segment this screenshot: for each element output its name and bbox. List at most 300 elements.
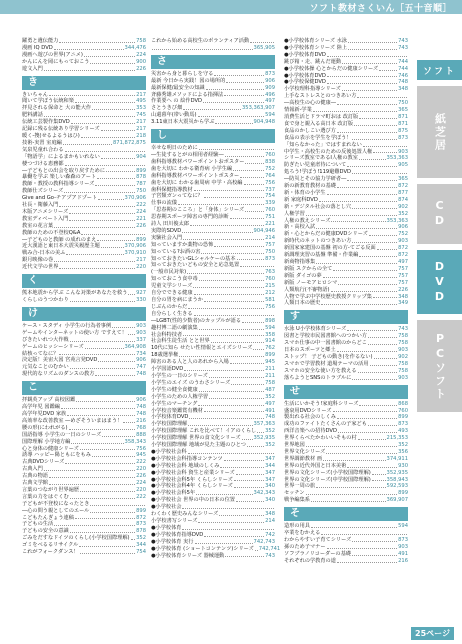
entry-page: 899 (265, 352, 275, 359)
entry-title: 造形の用具 (284, 523, 310, 530)
leader-dots (373, 294, 397, 299)
entry-title: ●小学校社会科 資生と産業シリーズ (151, 469, 235, 476)
leader-dots (316, 483, 385, 488)
leader-dots (224, 456, 264, 461)
leader-dots (209, 394, 264, 399)
entry-title: 歯科保健指導教材 (151, 186, 193, 193)
entry-page: 487 (265, 386, 275, 393)
leader-dots (337, 100, 397, 105)
section-header: し (151, 129, 275, 143)
leader-dots (347, 463, 397, 468)
leader-dots (101, 243, 124, 248)
entry-title: 木版アニメシリーズ (22, 208, 69, 215)
entry-title: 新版 スクからの全て (284, 265, 333, 272)
leader-dots (337, 128, 397, 133)
entry-title: 教師のための不登校Q&A (22, 229, 81, 236)
leader-dots (44, 112, 135, 117)
leader-dots (201, 249, 264, 254)
entry-title: 遊文入門 (22, 65, 43, 72)
entry-title: 高効率な改善教室 ―めざそういまはまう！ (22, 417, 123, 424)
leader-dots (54, 257, 135, 262)
leader-dots (373, 149, 397, 154)
entry-page: 744 (398, 58, 408, 65)
entry-title: Give and Go-チアプアドプート (22, 195, 98, 202)
index-entry (151, 45, 275, 52)
leader-dots (70, 364, 135, 369)
entry-page: 211 (265, 366, 275, 373)
entry-page: 224 (136, 480, 146, 487)
leader-dots (348, 45, 397, 50)
entry-title: 銀月映像の巻 (22, 257, 54, 264)
leader-dots (85, 344, 124, 349)
entry-page: 220 (136, 466, 146, 473)
entry-page: 344,476 (124, 44, 146, 51)
leader-dots (368, 340, 397, 345)
entry-title: シリーズ教室であるI人権の教室 (284, 155, 358, 162)
leader-dots (92, 452, 135, 457)
leader-dots (225, 553, 264, 558)
index-entry (151, 366, 275, 373)
leader-dots (244, 180, 265, 185)
index-entry (284, 401, 408, 408)
entry-page: 914 (265, 338, 275, 345)
index-entry (22, 202, 146, 209)
entry-page: 768 (136, 424, 146, 431)
index-entry (22, 344, 146, 351)
entry-page: 365 (398, 176, 408, 183)
leader-dots (101, 154, 135, 159)
entry-page: 352 (398, 210, 408, 217)
index-entry (151, 159, 275, 166)
entry-page: 496 (265, 91, 275, 98)
entry-page: 215,353 (386, 435, 408, 442)
index-entry (284, 368, 408, 375)
index-entry (151, 78, 275, 85)
entry-title: ●小学校社会科 地域のしくみ (151, 462, 220, 469)
leader-dots (327, 79, 397, 84)
index-entry (284, 361, 408, 368)
leader-dots (224, 92, 264, 97)
entry-title: ごみをだすなドイツのくらし(小学校国際理解) (22, 535, 130, 542)
index-entry (151, 71, 275, 78)
entry-page: 374,911 (386, 455, 408, 462)
index-column-1 (22, 38, 146, 556)
entry-page: 347 (265, 476, 275, 483)
entry-page: 353,363 (386, 217, 408, 224)
leader-dots (204, 532, 264, 537)
entry-page: 743 (265, 552, 275, 559)
entry-title: ―防災とその協力学研者― (284, 176, 347, 183)
entry-page: 347 (265, 469, 275, 476)
tab-cd[interactable]: CD (417, 184, 462, 244)
entry-page: 747 (136, 364, 146, 371)
entry-title: 戦争編集系 (284, 497, 310, 504)
leader-dots (194, 290, 265, 295)
index-entry (22, 59, 146, 66)
leader-dots (128, 290, 135, 295)
entry-title: 小学校音楽鑑賞有機材 (151, 407, 203, 414)
index-entry (22, 371, 146, 378)
entry-page: 873 (398, 134, 408, 141)
entry-title: 近代文学の世界 (22, 264, 59, 271)
entry-title: それぞれの学教育の道 (284, 557, 336, 564)
leader-dots (231, 380, 264, 385)
leader-dots (245, 159, 264, 164)
entry-page: 340 (265, 497, 275, 504)
entry-title: ●小学校体育DVD (284, 72, 326, 79)
leader-dots (79, 542, 135, 547)
leader-dots (198, 112, 265, 117)
leader-dots (357, 93, 407, 98)
entry-title: 小学国語DVD (151, 366, 184, 373)
leader-dots (66, 250, 123, 255)
index-entry (151, 511, 275, 518)
index-entry (22, 487, 146, 494)
index-entry (284, 375, 408, 382)
entry-page: 224 (136, 208, 146, 215)
leader-dots (348, 38, 397, 43)
leader-dots (230, 359, 264, 364)
entry-title: 漫画 IQ DVD (22, 44, 53, 51)
leader-dots (188, 449, 274, 454)
index-entry (151, 297, 275, 304)
entry-title: 小学生のエイズ のうわさシリーズ (151, 379, 231, 386)
tab-dvd[interactable]: DVD (417, 250, 462, 314)
leader-dots (358, 368, 398, 373)
entry-page: 750 (136, 188, 146, 195)
leader-dots (215, 119, 252, 124)
index-entry (151, 249, 275, 256)
index-entry (284, 266, 408, 273)
leader-dots (352, 135, 397, 140)
entry-title: 成功のファイトたくさんの子家ども (284, 421, 367, 428)
entry-title: 人類航行(不審物語) (284, 286, 330, 293)
leader-dots (359, 401, 397, 406)
section-header: き (22, 76, 146, 90)
index-entry (284, 442, 408, 449)
entry-title: 小学生のマーチング (151, 400, 198, 407)
entry-title: ●小学校社会 世界の中の日本の位置 (151, 497, 235, 504)
leader-dots (327, 544, 398, 549)
entry-title: ●小学校体育 (151, 524, 182, 531)
entry-title: 小学生の健全食健康 (151, 386, 198, 393)
index-entry (22, 330, 146, 337)
leader-dots (236, 470, 264, 475)
leader-dots (199, 387, 264, 392)
leader-dots (338, 280, 397, 285)
entry-page: 758 (398, 333, 408, 340)
entry-page: 226 (136, 65, 146, 72)
index-entry (284, 211, 408, 218)
leader-dots (64, 188, 135, 193)
index-entry (284, 38, 408, 45)
index-entry (22, 216, 146, 223)
entry-page: 877 (398, 189, 408, 196)
entry-page: 349 (398, 300, 408, 307)
leader-dots (327, 52, 407, 57)
index-entry (284, 45, 408, 52)
entry-title: ●小学校体育シリーズ 器械運動 (151, 552, 225, 559)
index-entry (151, 311, 275, 318)
entry-page: 871,872,875 (112, 139, 146, 146)
entry-page: 344 (136, 542, 146, 549)
leader-dots (65, 459, 135, 464)
entry-page: 365 (398, 107, 408, 114)
leader-dots (337, 558, 397, 563)
page-number: 25ページ (411, 627, 454, 640)
index-entry (151, 242, 275, 249)
entry-page: 352 (265, 442, 275, 449)
leader-dots (59, 264, 135, 269)
entry-page: 748 (265, 414, 275, 421)
leader-dots (54, 223, 135, 228)
index-entry (22, 418, 146, 425)
index-entry (151, 166, 275, 173)
index-entry (151, 394, 275, 401)
entry-page: 353 (136, 105, 146, 112)
leader-dots (183, 332, 264, 337)
entry-title: 知っておきたいどもの安全と応急処置 (151, 262, 240, 269)
entry-page: 905 (398, 162, 408, 169)
index-entry (284, 183, 408, 190)
entry-page: 750 (265, 248, 275, 255)
entry-page: 214 (265, 234, 275, 241)
entry-page: 497 (265, 98, 275, 105)
entry-title: 知っておきたいGLシャルケーの基本 (151, 255, 236, 262)
index-entry (151, 235, 275, 242)
entry-title: 子宮類ガンってなに？ (151, 193, 203, 200)
index-entry (284, 449, 408, 456)
tab-soft[interactable]: ソフト (417, 60, 462, 80)
entry-title: 製出れる社会のしくみ (284, 414, 336, 421)
tab-pc-software[interactable]: PCソフト (417, 320, 462, 412)
index-entry (22, 549, 146, 556)
leader-dots (194, 187, 265, 192)
index-column-2 (151, 38, 281, 559)
section-header: す (284, 310, 408, 324)
entry-title: 元気なことのむかい (22, 364, 69, 371)
entry-title: 処ろう!学ぼう!119避難DVD (284, 169, 352, 176)
entry-page: 757 (398, 279, 408, 286)
entry-title: 世界地図 (284, 442, 305, 449)
index-entry (151, 539, 275, 546)
entry-title: ソフブラノリコーダーの基礎 (284, 550, 351, 557)
entry-page: 215 (265, 283, 275, 290)
leader-dots (54, 45, 124, 50)
index-entry (284, 259, 408, 266)
leader-dots (253, 345, 264, 350)
index-entry (284, 135, 408, 142)
leader-dots (242, 318, 264, 323)
leader-dots (75, 515, 135, 520)
entry-title: 新時代のネットのつきあい方 (284, 238, 352, 245)
entry-page: 754 (265, 193, 275, 200)
entry-title: 国語指導 小学生の一日のシリーズ (22, 431, 102, 438)
index-entry (151, 221, 275, 228)
entry-page: 752 (398, 231, 408, 238)
tab-kamishibai[interactable]: 紙芝居 (417, 86, 462, 178)
entry-page: 899 (136, 236, 146, 243)
entry-title: 災害から身と暮らしを守る (151, 70, 214, 77)
entry-title: 山還暮年(帯い動馬) (151, 112, 197, 119)
leader-dots (183, 235, 264, 240)
leader-dots (184, 366, 264, 371)
entry-title: 世界の文化シリーズ(小学校国際理解) (284, 469, 371, 476)
section-header: そ (284, 507, 408, 521)
entry-title: 社会科生徒生活 とと世界 (151, 338, 210, 345)
index-entry (284, 463, 408, 470)
leader-dots (237, 256, 265, 261)
entry-title: 「物語学」によるまかもいれない (22, 153, 100, 160)
index-entry (22, 264, 146, 271)
leader-dots (347, 162, 397, 167)
entry-title: 古典文学館 (22, 480, 48, 487)
leader-dots (112, 323, 135, 328)
entry-page: 742 (265, 531, 275, 538)
entry-title: 古典入門 (22, 466, 43, 473)
section-header: せ (284, 385, 408, 399)
entry-page: 497 (265, 400, 275, 407)
entry-title: 斉藤秀雄メソッドによる指揮法 (151, 91, 224, 98)
entry-title: ―LGBT(性的少数者)のカップルが語る (151, 317, 242, 324)
leader-dots (204, 297, 264, 302)
top-banner (0, 0, 462, 14)
entry-page: 871 (398, 113, 408, 120)
leader-dots (92, 105, 135, 110)
entry-title: 歯科指導教材パワーポイントおポスター (151, 158, 245, 165)
entry-title: ゲームのヒッシーシリーズ (22, 343, 84, 350)
index-entry (284, 176, 408, 183)
index-entry (151, 373, 275, 380)
leader-dots (233, 166, 264, 171)
entry-title: 知っていますか薬物の恐怖 (151, 241, 214, 248)
leader-dots (338, 428, 397, 433)
entry-page: 594 (398, 523, 408, 530)
entry-title: 水泳 U小学校体育シリーズ (284, 326, 347, 333)
entry-title: 実験社会入門 (151, 234, 183, 241)
entry-title: ケース・スタディ 小学生の行為者事例 (22, 322, 112, 329)
entry-title: ●小学校体育指導DVD (151, 531, 204, 538)
entry-page: 497 (398, 259, 408, 265)
index-entry (284, 197, 408, 204)
entry-title: 新調理実習の基盤 準備・作業編 (284, 252, 359, 259)
index-entry (284, 435, 408, 442)
entry-page: 873 (136, 521, 146, 528)
leader-dots (352, 375, 397, 380)
leader-dots (193, 283, 264, 288)
entry-page: 358,943 (386, 476, 408, 483)
entry-title: 高学年児 図鑑編 (22, 404, 60, 411)
leader-dots (198, 518, 264, 523)
entry-page: 906 (136, 357, 146, 364)
entry-page: 762 (265, 345, 275, 352)
entry-page: 224 (136, 51, 146, 58)
entry-title: かんにんを岡にもっておこう (22, 58, 90, 65)
leader-dots (67, 411, 135, 416)
entry-page: 871 (398, 120, 408, 127)
leader-dots (152, 45, 253, 50)
entry-page: 899 (398, 490, 408, 497)
leader-dots (214, 71, 264, 76)
leader-dots (206, 85, 264, 90)
entry-page: 903 (398, 347, 408, 354)
entry-page: 758 (398, 360, 408, 367)
index-entry (284, 190, 408, 197)
entry-title: 国際理解 小学地方編 (22, 438, 71, 445)
entry-title: ●小学校保健DVD (284, 79, 326, 86)
leader-dots (326, 449, 397, 454)
entry-title: 新国家家建国の基盤 初の方-てごる反面 (284, 245, 376, 252)
entry-title: 新商物指導集 (284, 259, 316, 265)
entry-title: 棲つづける恵務都 (22, 160, 64, 167)
entry-page: 491 (265, 407, 275, 414)
leader-dots (374, 354, 398, 359)
leader-dots (321, 530, 407, 535)
index-entry (284, 551, 408, 558)
leader-dots (90, 501, 145, 506)
leader-dots (49, 480, 135, 485)
index-entry (22, 439, 146, 446)
entry-page: 370,910 (124, 250, 146, 257)
entry-page: 217 (136, 119, 146, 126)
entry-page: 750 (398, 100, 408, 107)
entry-title: 小学校書写シリーズ (151, 518, 198, 524)
entry-page: 875 (398, 127, 408, 134)
leader-dots (368, 421, 397, 426)
entry-page: 899 (398, 414, 408, 421)
leader-dots (69, 209, 135, 214)
index-entry (284, 456, 408, 463)
entry-title: ●小学校体育 実行 (151, 538, 194, 545)
leader-dots (75, 98, 135, 103)
index-entry (151, 553, 275, 560)
entry-page: 927 (136, 290, 146, 297)
index-entry (22, 195, 146, 202)
entry-page: 906 (265, 77, 275, 84)
index-entry (22, 290, 146, 297)
entry-title: ―心の問う親としてのエール (22, 507, 90, 514)
entry-page: 352,935 (386, 469, 408, 476)
entry-page: 872 (398, 183, 408, 190)
entry-page: 221 (136, 215, 146, 222)
leader-dots (70, 337, 136, 342)
leader-dots (337, 183, 397, 188)
leader-dots (198, 401, 264, 406)
entry-title: 食品の表示を学生を学ぼう！ (284, 134, 352, 141)
leader-dots (342, 86, 397, 91)
entry-page: 221 (265, 221, 275, 228)
entry-title: 日本のスポーツと郷土 (284, 347, 336, 354)
leader-dots (234, 483, 264, 488)
leader-dots (90, 508, 135, 513)
section-header: こ (22, 381, 146, 395)
leader-dots (203, 98, 264, 103)
leader-dots (69, 216, 135, 221)
entry-page: 754 (136, 549, 146, 556)
entry-title: ゴミをべるるリサイクル (22, 542, 79, 549)
entry-page: 903 (398, 543, 408, 550)
entry-page: 873 (265, 255, 275, 262)
entry-title: 社長・衛藤入門 (22, 202, 59, 209)
entry-title: こどもたんぎょう連稿 (22, 514, 74, 521)
leader-dots (98, 195, 123, 200)
index-entry (284, 530, 408, 537)
index-entry (151, 380, 275, 387)
entry-page: 748 (136, 371, 146, 378)
index-entry (22, 66, 146, 73)
index-entry (22, 230, 146, 237)
leader-dots (311, 523, 397, 528)
